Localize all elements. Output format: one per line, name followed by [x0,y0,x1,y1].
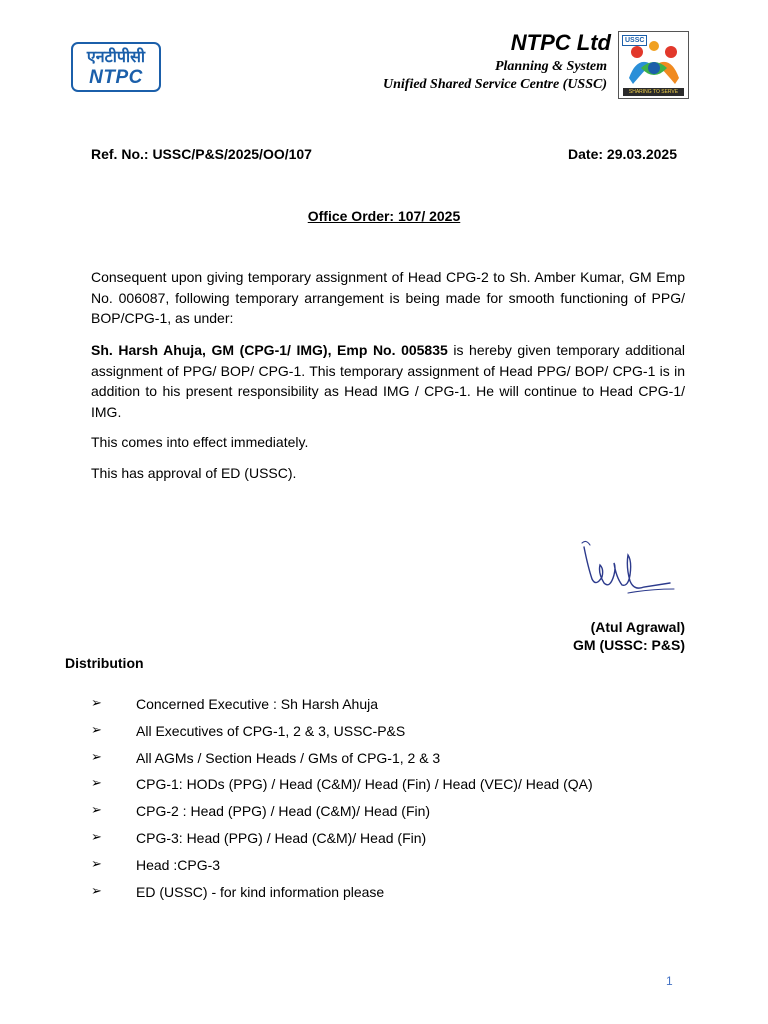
ussc-logo-motto: SHARING TO SERVE [623,88,684,96]
list-item: ➢ CPG-3: Head (PPG) / Head (C&M)/ Head (Fin) [91,829,427,846]
reference-number: Ref. No.: USSC/P&S/2025/OO/107 [91,146,312,162]
arrow-bullet-icon: ➢ [91,776,102,792]
ussc-logo [618,31,689,99]
order-date: Date: 29.03.2025 [568,146,677,162]
distribution-heading: Distribution [65,655,144,671]
page-number: 1 [666,974,673,988]
list-item: ➢ ED (USSC) - for kind information please [91,883,385,900]
handwritten-signature [570,527,686,607]
arrow-bullet-icon: ➢ [91,883,102,899]
list-item: ➢ CPG-2 : Head (PPG) / Head (C&M)/ Head (Fin) [91,803,431,820]
arrow-bullet-icon: ➢ [91,722,102,738]
list-item: ➢ All AGMs / Section Heads / GMs of CPG-1, 2 & 3 [91,749,441,766]
ussc-logo-tag: USSC [622,35,647,46]
list-item: ➢ Head :CPG-3 [91,856,221,873]
ntpc-logo-english: NTPC [89,67,143,88]
company-name: NTPC Ltd [510,30,611,55]
list-item: ➢ All Executives of CPG-1, 2 & 3, USSC-P&S [91,722,406,739]
ntpc-logo [71,42,161,92]
ntpc-logo-hindi: एनटीपीसी [86,47,146,66]
arrow-bullet-icon: ➢ [91,856,102,872]
paragraph-approval: This has approval of ED (USSC). [91,465,297,481]
signatory-name: (Atul Agrawal) [590,619,685,635]
arrow-bullet-icon: ➢ [91,696,102,711]
paragraph-assignment [91,340,685,422]
department-line-2: Unified Shared Service Centre (USSC) [383,77,607,92]
arrow-bullet-icon: ➢ [91,803,102,819]
list-item: ➢ CPG-1: HODs (PPG) / Head (C&M)/ Head (Fin) / Head (VEC)/ Head (QA) [91,776,593,793]
paragraph-effect: This comes into effect immediately. [91,434,309,450]
assignment-details: is hereby given temporary additional assignment of PPG/ BOP/ CPG-1. This temporary assignment of Head PPG/ BOP/ CPG-1 is in addition to his present responsibility as Head IMG / CPG-1. He will continue to Head CPG-1/ IMG. [91,342,686,420]
list-item: ➢ Concerned Executive : Sh Harsh Ahuja [91,696,379,712]
arrow-bullet-icon: ➢ [91,749,102,765]
distribution-list [91,694,593,908]
arrow-bullet-icon: ➢ [91,829,102,845]
paragraph-context: Consequent upon giving temporary assignment of Head CPG-2 to Sh. Amber Kumar, GM Emp No. 006087, following temporary arrangement is being made for smooth functioning of PPG/ BOP/CPG-1, as under: [91,269,685,326]
assignee-details: Sh. Harsh Ahuja, GM (CPG-1/ IMG), Emp No. 005835 [91,342,448,358]
department-line-1: Planning & System [494,59,607,74]
signatory-designation: GM (USSC: P&S) [573,637,685,653]
office-order-title: Office Order: 107/ 2025 [307,208,461,224]
